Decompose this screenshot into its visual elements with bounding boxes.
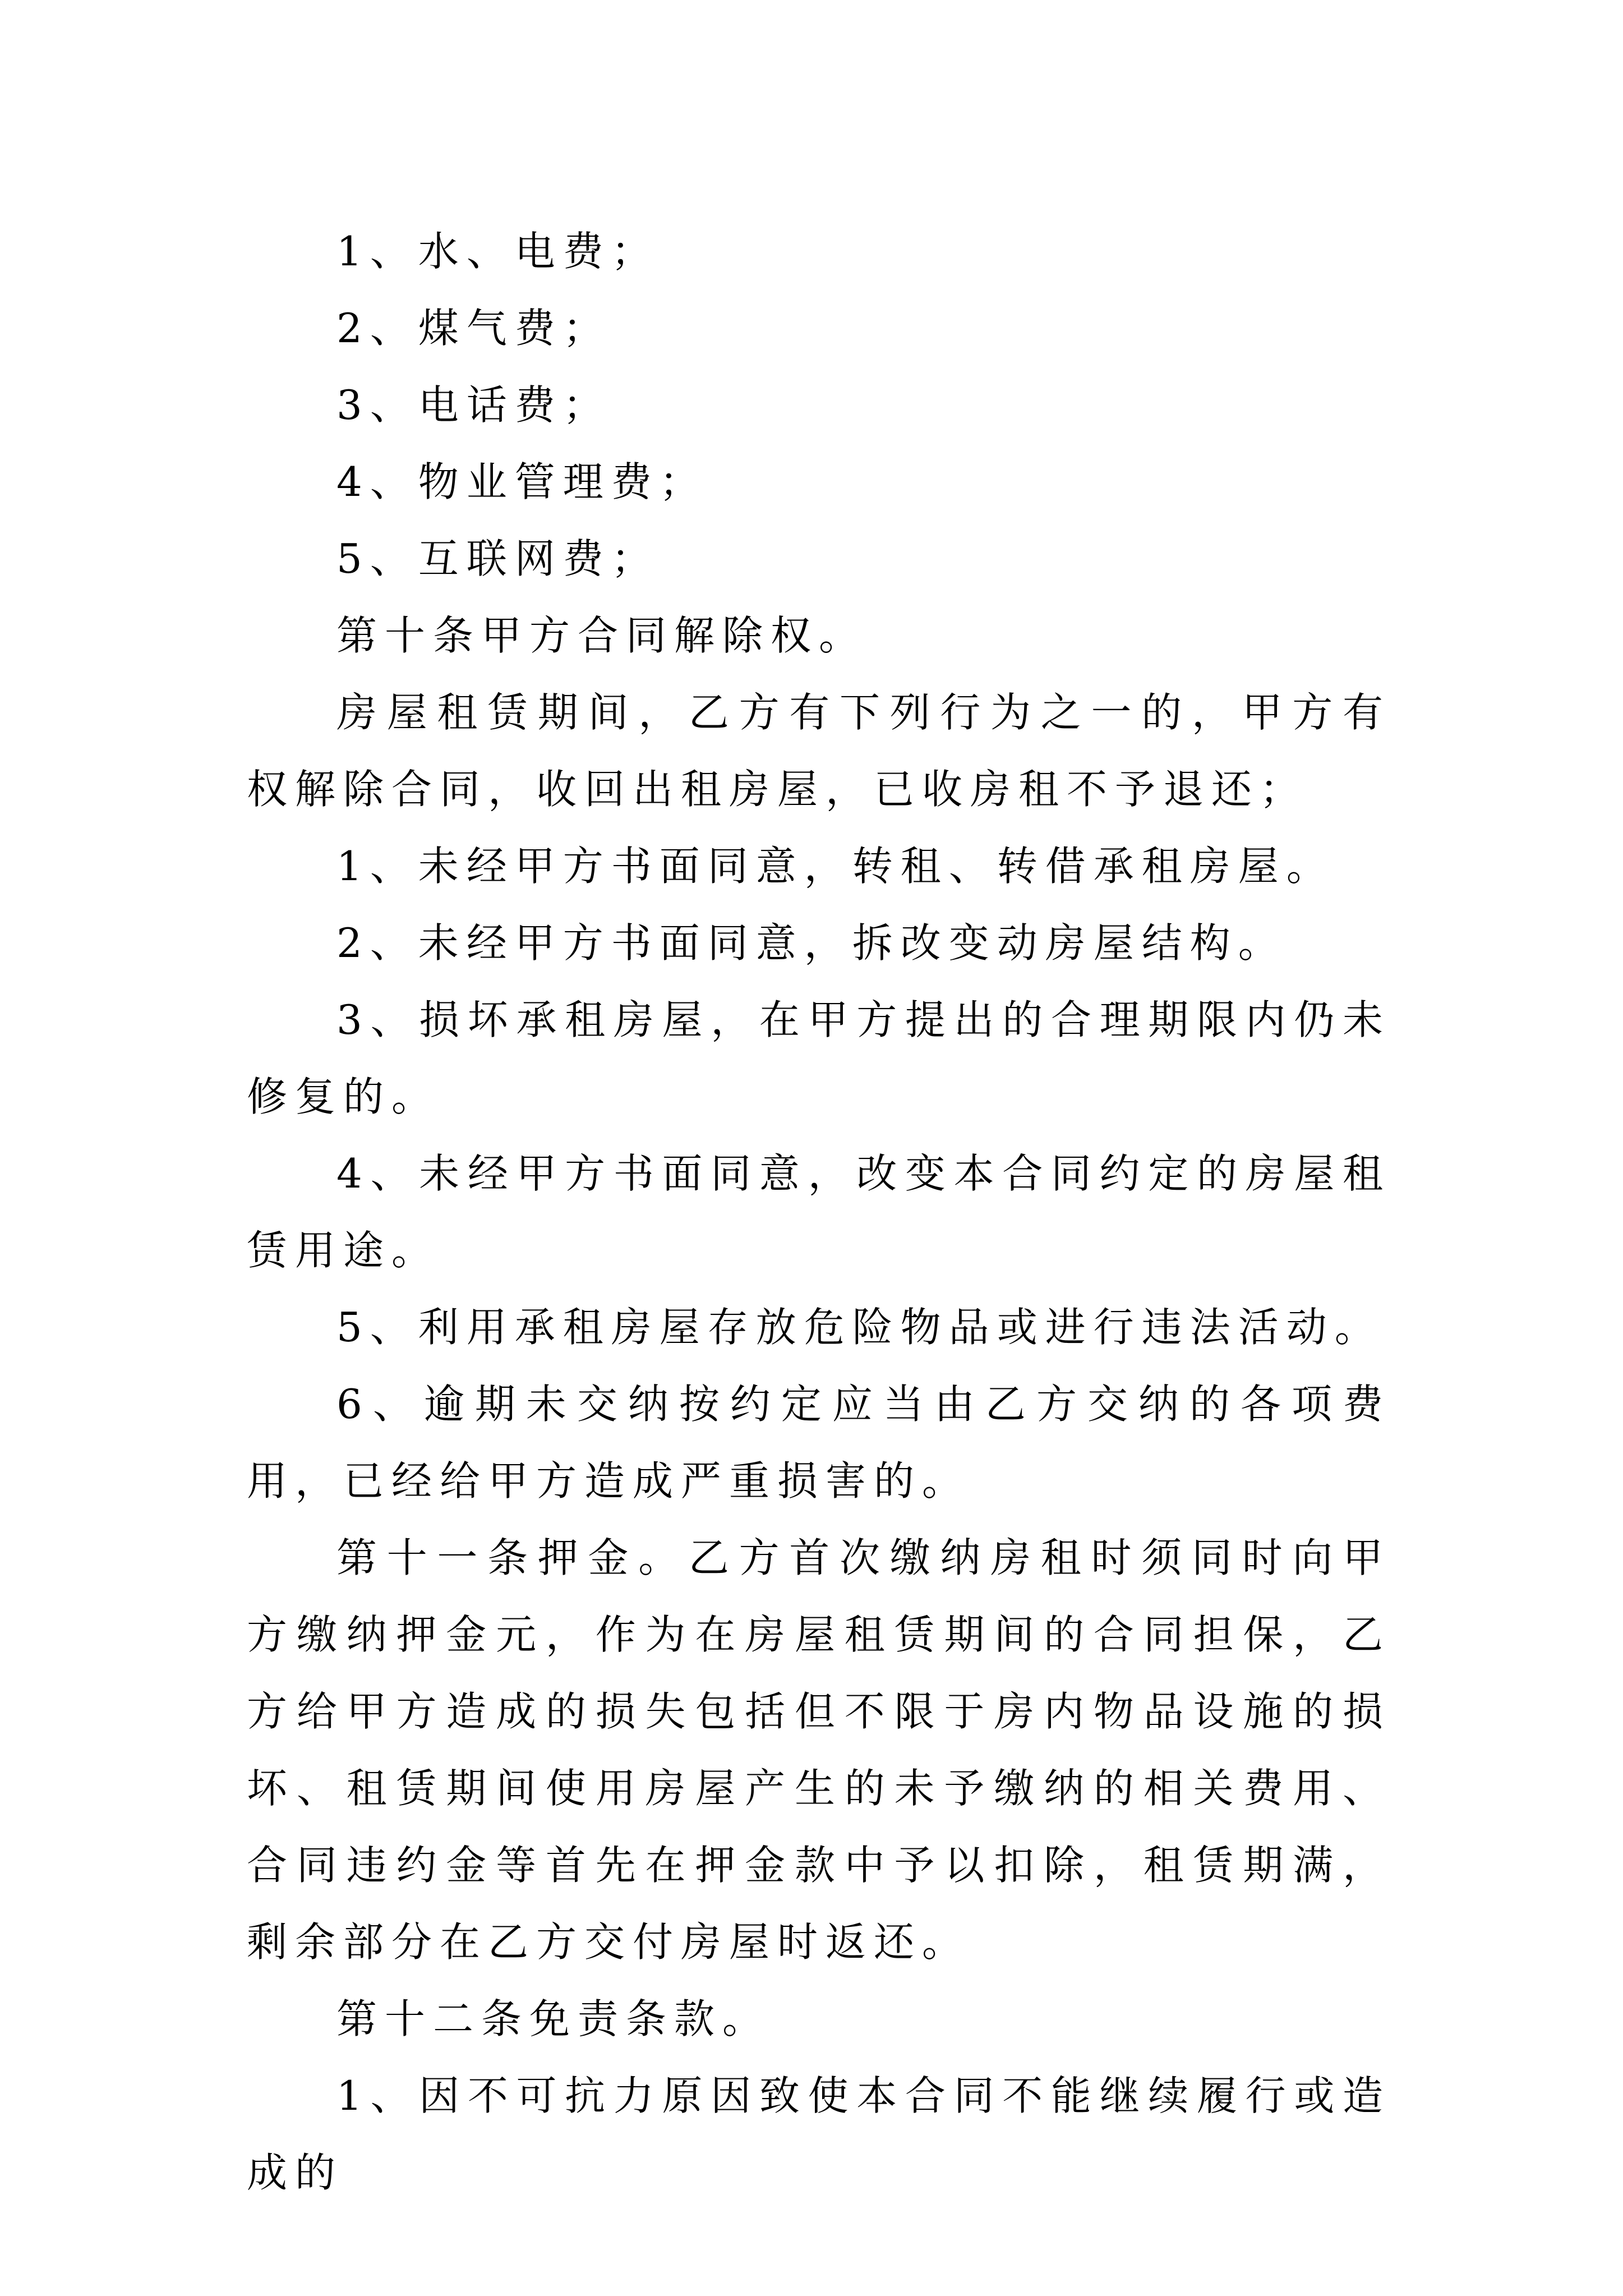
article-10-item-6: 6、逾期未交纳按约定应当由乙方交纳的各项费用，已经给甲方造成严重损害的。 <box>247 1381 1391 1504</box>
paragraph-fee-gas: 2、煤气费； <box>336 305 611 352</box>
paragraph-fee-property-management: 4、物业管理费； <box>336 458 708 505</box>
paragraph-fee-water-electricity: 1、水、电费； <box>336 228 660 275</box>
paragraph-fee-telephone: 3、电话费； <box>336 381 611 429</box>
article-10-intro: 房屋租赁期间，乙方有下列行为之一的，甲方有权解除合同，收回出租房屋，已收房租不予退还； <box>247 689 1391 813</box>
article-10-item-4: 4、未经甲方书面同意，改变本合同约定的房屋租赁用途。 <box>247 1150 1391 1274</box>
document-body <box>247 213 1391 2211</box>
article-10-item-5: 5、利用承租房屋存放危险物品或进行违法活动。 <box>336 1304 1383 1351</box>
article-10-heading: 第十条甲方合同解除权。 <box>336 612 868 659</box>
article-12-heading: 第十二条免责条款。 <box>336 1995 771 2042</box>
article-10-item-3: 3、损坏承租房屋，在甲方提出的合理期限内仍未修复的。 <box>247 996 1391 1120</box>
paragraph-fee-internet: 5、互联网费； <box>336 535 660 582</box>
article-11-deposit: 第十一条押金。乙方首次缴纳房租时须同时向甲方缴纳押金元，作为在房屋租赁期间的合同担保，乙方给甲方造成的损失包括但不限于房内物品设施的损坏、租赁期间使用房屋产生的未予缴纳的相关费用、合同违约金等首先在押金款中予以扣除，租赁期满，剩余部分在乙方交付房屋时返还。 <box>247 1534 1391 1966</box>
article-10-item-1: 1、未经甲方书面同意，转租、转借承租房屋。 <box>336 843 1335 890</box>
article-12-item-1: 1、因不可抗力原因致使本合同不能继续履行或造成的 <box>247 2072 1391 2196</box>
article-10-item-2: 2、未经甲方书面同意，拆改变动房屋结构。 <box>336 919 1287 967</box>
